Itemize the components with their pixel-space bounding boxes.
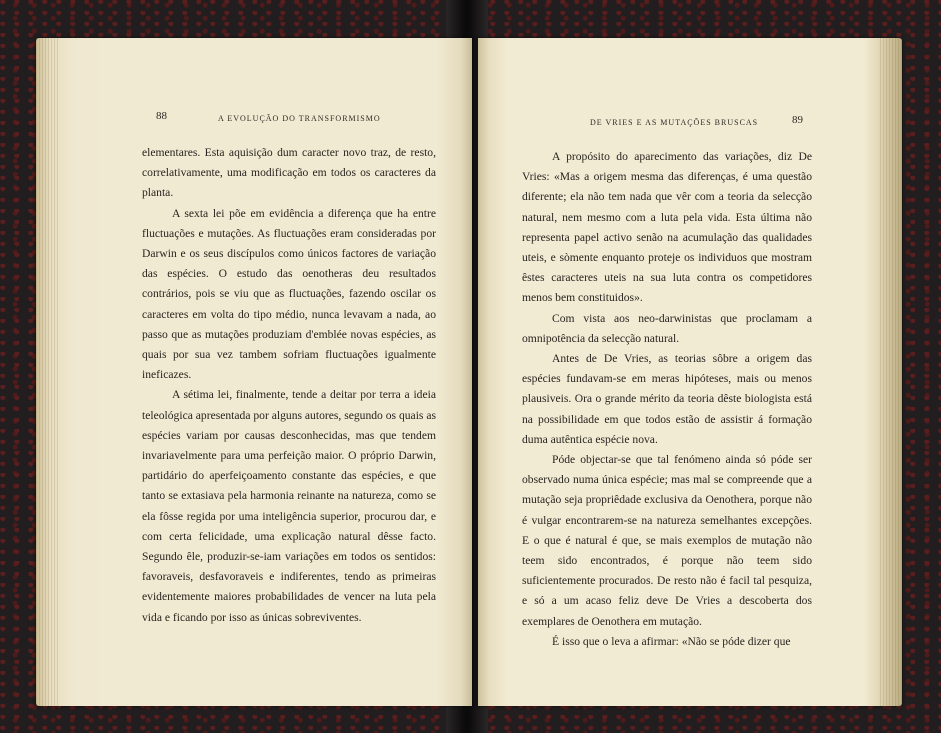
paragraph: É isso que o leva a afirmar: «Não se póde dizer que — [552, 634, 791, 648]
paragraph: A propósito do aparecimento das variações, diz De Vries: «Mas a origem mesma das diferenças, é uma questão diferente; ela não tem nada que vêr com a teoria da selecção natural, nem mesmo com a luta pela vida. Esta última não representa papel activo senão na acumulação das qualidades uteis, e sòmente enquanto proteje os individuos que mostram êstes caracteres uteis na sua luta contra os competidores menos bem constituidos». — [522, 150, 812, 305]
paragraph: Póde objectar-se que tal fenómeno ainda só póde ser observado numa única espécie; mas mal se compreende que a mutação seja propriêdade exclusiva da Oenothera, porque não é vulgar encontrarem-se na natureza semelhantes excepções. E o que é natural é que, se mais exemplos de mutação não teem sido encontrados, é porque não teem sido suficientemente procurados. De resto não é facil tal pesquiza, e só a um acaso feliz deve De Vries a descoberta dos exemplares de Oenothera em mutação. — [522, 453, 812, 628]
left-page-number: 88 — [156, 110, 167, 122]
paragraph: Antes de De Vries, as teorias sôbre a origem das espécies fundavam-se em meras hipóteses, mais ou menos plausiveis. Ora o grande mérito da teoria dêste biologista está na possibilidade em que todos estão de assistir á formação duma autêntica espécie nova. — [522, 352, 812, 446]
left-page-body — [142, 143, 436, 628]
right-page-body — [522, 147, 812, 652]
page-edge — [36, 38, 58, 706]
paragraph: A sétima lei, finalmente, tende a deitar por terra a ideia teleológica apresentada por alguns autores, segundo os quais as espécies variam por causas desconhecidas, mas que tendem invariavelmente para uma perfeição maior. O próprio Darwin, partidário do aperfeiçoamento constante das espécies, e que tanto se extasiava pela harmonia reinante na natureza, como se ela fôsse regida por uma inteligência superior, procurou dar, e com certa felicidade, uma explicação natural dêsse facto. Segundo êle, produzir-se-iam variações em todos os sentidos: favoraveis, desfavoraveis e indiferentes, tendo as primeiras evidentemente maiores probabilidades de vencer na luta pela vida e ficando por isso as únicas sobreviventes. — [142, 388, 436, 624]
paragraph: Com vista aos neo-darwinistas que proclamam a omnipotência da selecção natural. — [522, 311, 812, 345]
paragraph: A sexta lei põe em evidência a diferença que ha entre fluctuações e mutações. As fluctuações eram consideradas por Darwin e os seus discípulos como únicos factores de variação das espécies. O estudo das oenotheras deu resultados contrários, pois se viu que as fluctuações, fazendo oscilar os caracteres em volta do tipo médio, nunca levavam a nada, ao passo que as mutações produziam d'emblée novas espécies, as quais por sua vez tambem sofriam fluctuações igualmente ineficazes. — [142, 206, 436, 382]
right-page-number: 89 — [792, 114, 803, 126]
right-running-head: DE VRIES E AS MUTAÇÕES BRUSCAS — [590, 118, 759, 127]
left-running-head: A EVOLUÇÃO DO TRANSFORMISMO — [218, 114, 381, 123]
page-edge — [880, 38, 902, 706]
paragraph: elementares. Esta aquisição dum caracter novo traz, de resto, correlativamente, uma modificação em todos os caracteres da planta. — [142, 146, 436, 200]
